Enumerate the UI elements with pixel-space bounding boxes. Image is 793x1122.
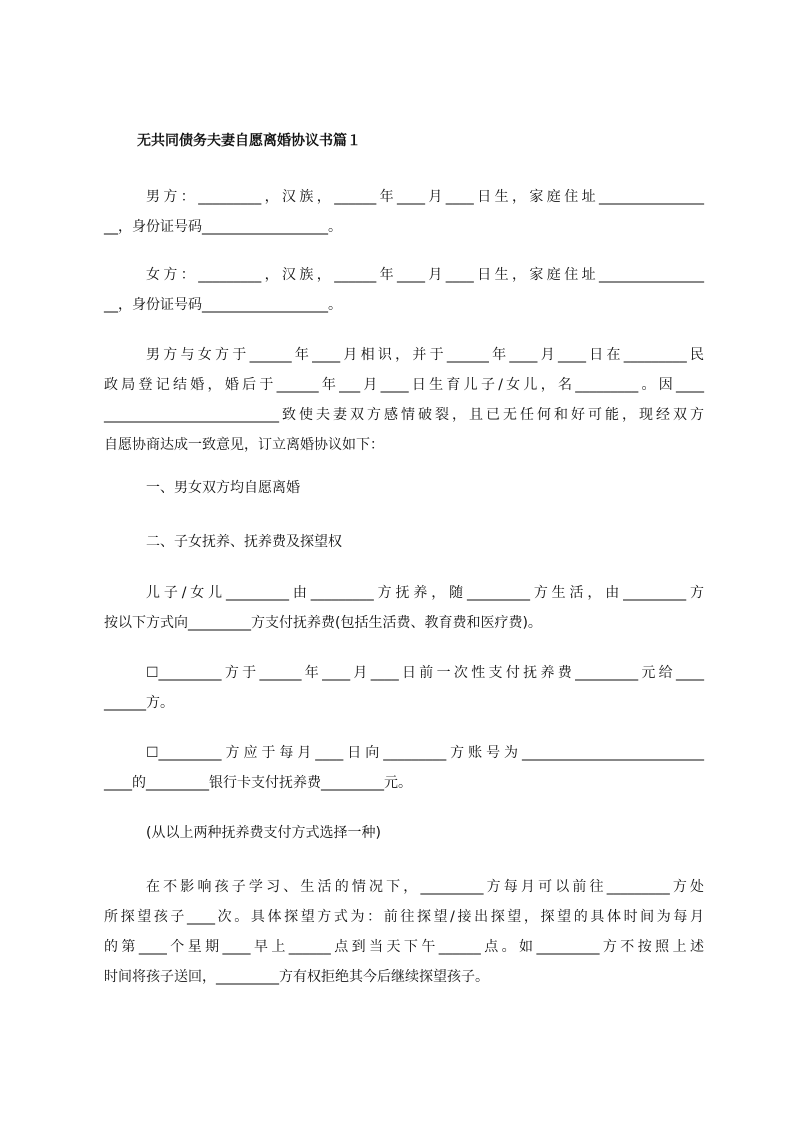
visitation-line-3: 的第____个星期____早上______点到当天下午______点。如_________方不按照上述 [104,939,704,955]
custody-line-2: 按以下方式向_________方支付抚养费(包括生活费、教育费和医疗费)。 [104,615,542,631]
wife-info-line-1: 女方：_________，汉族，______年____月____日生，家庭住址_______________ [146,267,704,283]
visitation-paragraph [104,872,704,992]
monthly-option-line-2: ____的_________银行卡支付抚养费_________元。 [104,775,412,791]
marriage-background-paragraph [104,340,704,460]
lump-sum-option-paragraph [104,658,704,718]
lump-sum-option-line-1: ☐_________方于______年____月____日前一次性支付抚养费_________元给____ [146,665,704,681]
clause-heading-divorce: 一、男女双方均自愿离婚 [146,480,300,496]
monthly-option-line-1: ☐_________方应于每月____日向_________方账号为__________________________ [146,745,704,761]
lump-sum-option-line-2: ______方。 [104,695,174,711]
visitation-line-4: 时间将孩子送回，_________方有权拒绝其今后继续探望孩子。 [104,969,489,985]
marriage-background-line-3: _________________________致使夫妻双方感情破裂，且已无任何和好可能，现经双方 [104,407,704,423]
payment-choice-note: (从以上两种抚养费支付方式选择一种) [146,825,381,841]
wife-info-line-2: __，身份证号码__________________。 [104,297,342,313]
marriage-background-line-2: 政局登记结婚，婚后于______年___月____日生育儿子/女儿，名_________。因____ [104,377,704,393]
monthly-option-paragraph [104,738,704,798]
husband-info-line-2: __，身份证号码__________________。 [104,219,342,235]
document-title: 无共同债务夫妻自愿离婚协议书篇１ [137,133,361,149]
husband-info-line-1: 男方：_________，汉族，______年____月____日生，家庭住址_______________ [146,189,704,205]
husband-info-paragraph [104,182,704,242]
clause-heading-custody: 二、子女抚养、抚养费及探望权 [146,534,342,550]
marriage-background-line-4: 自愿协商达成一致意见，订立离婚协议如下： [104,437,384,453]
custody-line-1: 儿子/女儿_________由_________方抚养，随_________方生活，由_________方 [146,585,704,601]
wife-info-paragraph [104,260,704,320]
visitation-line-2: 所探望孩子____次。具体探望方式为：前往探望/接出探望，探望的具体时间为每月 [104,909,704,925]
custody-paragraph [104,578,704,638]
visitation-line-1: 在不影响孩子学习、生活的情况下，_________方每月可以前往_________方处 [146,879,704,895]
marriage-background-line-1: 男方与女方于______年____月相识，并于______年____月____日在_________民 [146,347,704,363]
